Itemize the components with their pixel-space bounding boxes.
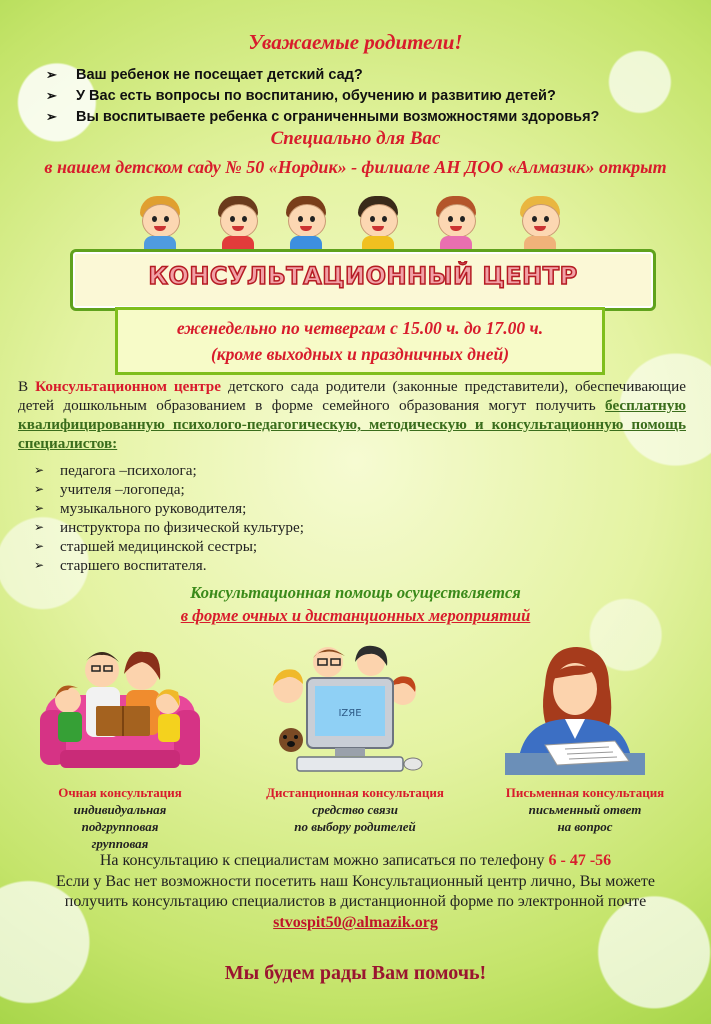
child-illustration (210, 196, 266, 256)
center-banner (70, 249, 656, 311)
schedule-line: еженедельно по четвергам с 15.00 ч. до 17.00 ч. (176, 318, 544, 338)
schedule-note: (кроме выходных и праздничных дней) (210, 344, 510, 364)
greeting-heading: Уважаемые родители! (248, 30, 463, 54)
email-link[interactable]: stvospit50@almazik.org (273, 914, 438, 931)
list-item: ➢ У Вас есть вопросы по воспитанию, обучению и развитию детей? (46, 87, 556, 104)
child-illustration (428, 196, 484, 256)
help-subheading: в форме очных и дистанционных мероприятий (180, 606, 531, 625)
arrow-bullet-icon: ➢ (46, 108, 57, 124)
child-illustration (278, 196, 334, 256)
consultation-title: Письменная консультация (505, 785, 665, 800)
specialists-list (34, 461, 304, 575)
special-line: Специально для Вас (270, 128, 441, 149)
arrow-bullet-icon: ➢ (34, 463, 45, 477)
intro-paragraph: В Консультационном центре детского сада родители (законные представители), обеспечивающие детей дошкольным образованием в форме семейного образования могут получить бесплатную квалифицированную психолого-педагогическую, методическую и консультационную помощь специалистов: (18, 378, 686, 452)
help-heading: Консультационная помощь осуществляется (190, 583, 521, 602)
arrow-bullet-icon: ➢ (34, 501, 45, 515)
list-item: ➢ музыкального руководителя; (34, 499, 247, 517)
arrow-bullet-icon: ➢ (34, 539, 45, 553)
list-item: ➢ инструктора по физической культуре; (34, 518, 304, 536)
phone-number[interactable]: 6 - 47 -56 (548, 852, 612, 869)
consultation-title: Дистанционная консультация (266, 785, 444, 800)
arrow-bullet-icon: ➢ (46, 66, 57, 82)
arrow-bullet-icon: ➢ (34, 558, 45, 572)
center-name-highlight: Консультационном центре (35, 378, 221, 395)
phone-line: На консультацию к специалистам можно записаться по телефону 6 - 47 -56 (99, 852, 612, 869)
list-item: ➢ старшего воспитателя. (34, 556, 207, 574)
garden-line: в нашем детском саду № 50 «Нордик» - филиале АН ДОО «Алмазик» открыт (44, 157, 667, 177)
child-illustration (512, 196, 568, 256)
child-illustration (350, 196, 406, 256)
monitor-screen-text: IZЯE (338, 708, 362, 719)
arrow-bullet-icon: ➢ (34, 482, 45, 496)
free-help-underlined: бесплатную квалифицированную психолого-педагогическую, методическую и консультационную помощь специалистов: (18, 397, 686, 452)
consultation-caption: Дистанционная консультация средство связи по выбору родителей (235, 784, 475, 835)
consultation-title: Очная консультация (58, 785, 182, 800)
arrow-bullet-icon: ➢ (46, 87, 57, 103)
schedule-box (115, 307, 605, 375)
consultation-caption: Письменная консультация письменный ответ на вопрос (470, 784, 700, 835)
consultation-caption: Очная консультация индивидуальная подгрупповая групповая (10, 784, 230, 852)
online-info-line: Если у Вас нет возможности посетить наш Консультационный центр лично, Вы можете (56, 873, 655, 890)
list-item: ➢ учителя –логопеда; (34, 480, 185, 498)
questions-list (46, 64, 599, 127)
list-item: ➢ старшей медицинской сестры; (34, 537, 258, 555)
arrow-bullet-icon: ➢ (34, 520, 45, 534)
remote-consultation-illustration (263, 640, 443, 780)
family-consultation-illustration (40, 640, 200, 775)
list-item: ➢ Вы воспитываете ребенка с ограниченными возможностями здоровья? (46, 108, 600, 125)
list-item: ➢ педагога –психолога; (34, 461, 197, 479)
child-illustration (132, 196, 188, 256)
online-info-line: получить консультацию специалистов в дистанционной форме по электронной почте (64, 893, 647, 910)
closing-line: Мы будем рады Вам помочь! (224, 962, 487, 984)
banner-title: КОНСУЛЬТАЦИОННЫЙ ЦЕНТР (148, 262, 578, 290)
written-consultation-illustration (505, 645, 645, 775)
list-item: ➢ Ваш ребенок не посещает детский сад? (46, 66, 363, 83)
